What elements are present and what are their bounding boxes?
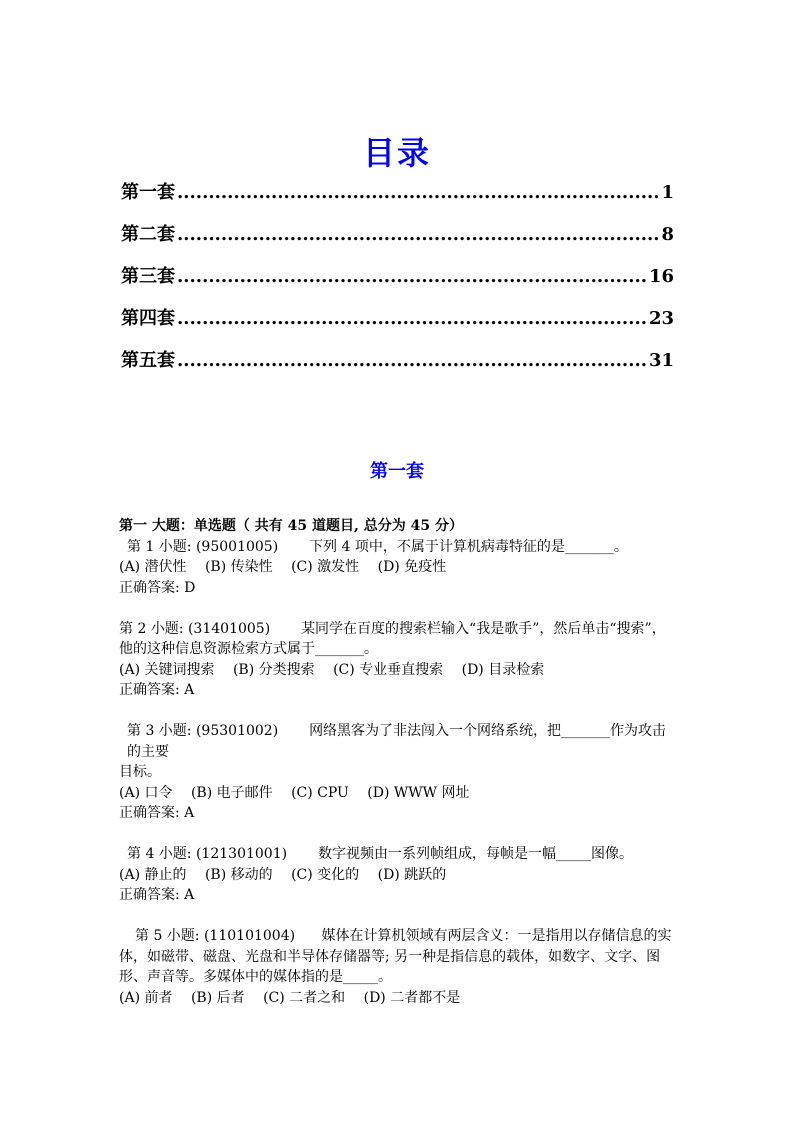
option-b[interactable]: (B) 移动的 — [204, 866, 273, 883]
toc-entry[interactable] — [121, 220, 674, 262]
option-b[interactable]: (B) 分类搜索 — [232, 661, 315, 678]
toc-leader-dots — [177, 266, 647, 287]
question-stem-continued: 目标。 — [119, 764, 161, 780]
option-c[interactable]: (C) 专业垂直搜索 — [333, 661, 444, 678]
option-a[interactable]: (A) 关键词搜索 — [119, 661, 215, 678]
question-stem: 某同学在百度的搜索栏输入“我是歌手”，然后单击“搜索”，他的这种信息资源检索方式属于_______。 — [119, 620, 666, 657]
option-d[interactable]: (D) 免疫性 — [377, 559, 447, 575]
question-number: 第 3 小题: (95301002) — [127, 723, 279, 739]
question-item — [119, 537, 677, 558]
option-d[interactable]: (D) 目录检索 — [461, 661, 545, 678]
toc-entry[interactable] — [121, 304, 674, 346]
toc-title: 目录 — [362, 134, 431, 172]
option-d[interactable]: (D) 二者都不是 — [363, 989, 461, 1006]
question-number: 第 4 小题: (121301001) — [127, 846, 288, 862]
toc-entry-page: 31 — [648, 350, 674, 371]
table-of-contents — [121, 178, 674, 388]
toc-leader-dots — [177, 224, 659, 245]
part-heading: 第一 大题：单选题（ 共有 45 道题目, 总分为 45 分） — [119, 518, 463, 534]
option-a[interactable]: (A) 潜伏性 — [119, 559, 187, 575]
question-item — [119, 619, 677, 660]
toc-entry[interactable] — [121, 346, 674, 388]
question-number: 第 2 小题: (31401005) — [119, 620, 271, 637]
question-options — [119, 783, 677, 804]
toc-leader-dots — [177, 308, 647, 329]
toc-leader-dots — [177, 350, 647, 371]
question-content — [119, 516, 677, 1008]
question-stem: 数字视频由一系列帧组成，每帧是一幅_____图像。 — [317, 846, 633, 862]
toc-entry-label: 第二套 — [121, 224, 175, 245]
toc-entry-page: 1 — [661, 182, 674, 203]
option-c[interactable]: (C) 变化的 — [291, 866, 360, 883]
toc-entry[interactable] — [121, 178, 674, 220]
correct-answer: 正确答案: A — [119, 682, 195, 698]
question-stem: 下列 4 项中，不属于计算机病毒特征的是_______。 — [309, 538, 628, 555]
option-b[interactable]: (B) 后者 — [190, 989, 245, 1006]
correct-answer: 正确答案: A — [119, 805, 195, 821]
question-options — [119, 865, 677, 886]
section-title: 第一套 — [370, 461, 424, 482]
toc-entry-label: 第四套 — [121, 308, 175, 329]
toc-entry-label: 第三套 — [121, 266, 175, 287]
option-d[interactable]: (D) 跳跃的 — [377, 866, 447, 883]
question-item — [119, 926, 677, 988]
question-item — [119, 844, 677, 865]
correct-answer: 正确答案: A — [119, 887, 195, 903]
option-c[interactable]: (C) 二者之和 — [263, 989, 346, 1006]
option-c[interactable]: (C) 激发性 — [291, 559, 360, 575]
option-a[interactable]: (A) 前者 — [119, 989, 173, 1006]
question-number: 第 5 小题: (110101004) — [135, 928, 296, 944]
option-c[interactable]: (C) CPU — [291, 784, 349, 801]
question-options — [119, 557, 677, 578]
toc-entry-label: 第一套 — [121, 182, 175, 203]
question-stem: 媒体在计算机领域有两层含义：一是指用以存储信息的实体，如磁带、磁盘、光盘和半导体存储器等; 另一种是指信息的载体，如数字、文字、图形、声音等。多媒体中的媒体指的是_____。 — [119, 928, 672, 985]
question-number: 第 1 小题: (95001005) — [127, 538, 279, 555]
toc-leader-dots — [177, 182, 659, 203]
toc-entry-page: 23 — [648, 308, 674, 329]
option-a[interactable]: (A) 口令 — [119, 784, 173, 801]
question-item — [119, 721, 677, 762]
question-options — [119, 988, 677, 1009]
option-b[interactable]: (B) 传染性 — [204, 559, 273, 575]
option-a[interactable]: (A) 静止的 — [119, 866, 187, 883]
option-d[interactable]: (D) WWW 网址 — [367, 784, 470, 801]
toc-entry[interactable] — [121, 262, 674, 304]
question-stem: 网络黑客为了非法闯入一个网络系统，把_______作为攻击的主要 — [127, 723, 667, 760]
option-b[interactable]: (B) 电子邮件 — [190, 784, 273, 801]
question-options — [119, 660, 677, 681]
toc-entry-page: 16 — [648, 266, 674, 287]
toc-entry-label: 第五套 — [121, 350, 175, 371]
correct-answer: 正确答案: D — [119, 579, 196, 596]
toc-entry-page: 8 — [661, 224, 674, 245]
